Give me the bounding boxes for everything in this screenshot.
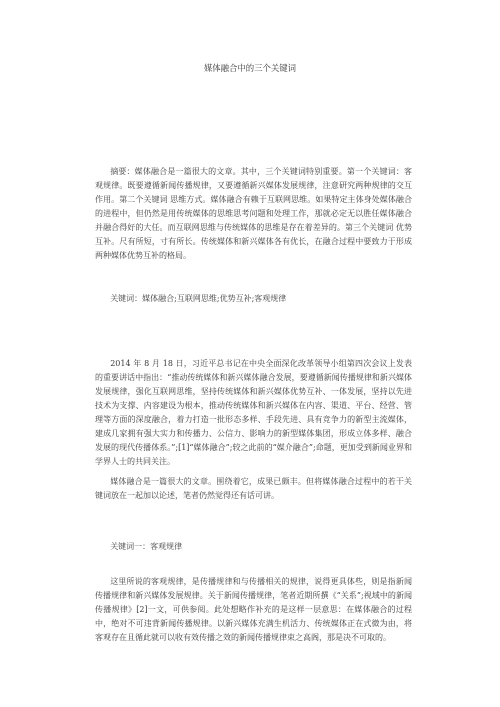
section-heading-1: 关键词一：客观规律 bbox=[110, 542, 183, 551]
abstract-paragraph: 摘要：媒体融合是一篇很大的文章。其中，三个关键词特别重要。第一个关键词：客观规律。既要遵循新闻传播规律，又要遵循新兴媒体发展规律，注意研究两种规律的交互作用。第二个关键词 思维方式。媒体融合有赖于互联网思维。如果特定主体身处媒体融合的进程中，但仍然是用传统媒体的思维思考问题和处理工作，那就必定无以胜任媒体融合并融合得好的大任。而互联网思维与传统媒体的思维是存在着差异的。第三个关键词 优势互补。尺有所短，寸有所长。传统媒体和新兴媒体各有优长，在融合过程中要致力于形成两种媒体优势互补的格局。 bbox=[95, 167, 412, 260]
body-paragraph-2: 媒体融合是一篇很大的文章。围绕着它，成果已颇丰。但将媒体融合过程中的若干关键词放在一起加以论述，笔者仍然觉得还有话可讲。 bbox=[95, 477, 412, 500]
keywords-line: 关键词：媒体融合;互联网思维;优势互补;客观规律 bbox=[110, 294, 287, 303]
body-paragraph-1: 2014 年 8 月 18 日，习近平总书记在中央全面深化改革领导小组第四次会议上发表的重要讲话中指出：“推动传统媒体和新兴媒体融合发展，要遵循新闻传播规律和新兴媒体发展规律，强化互联网思维，坚持传统媒体和新兴媒体优势互补、一体发展，坚持以先进技术为支撑、内容建设为根本，推动传统媒体和新兴媒体在内容、渠道、平台、经营、管理等方面的深度融合，着力打造一批形态多样、手段先进、具有竞争力的新型主流媒体，建成几家拥有强大实力和传播力、公信力、影响力的新型媒体集团，形成立体多样、融合发展的现代传播体系。”;[1]“媒体融合”;较之此前的“媒介融合”;命题，更加受到新闻业界和学界人士的共同关注。 bbox=[95, 359, 412, 466]
document-title: 媒体融合中的三个关键词 bbox=[203, 63, 297, 73]
body-paragraph-3: 这里所说的客观规律，是传播规律和与传播相关的规律，说得更具体些，则是指新闻传播规律和新兴媒体发展规律。关于新闻传播规律，笔者近期所撰《“关系”;视域中的新闻传播规律》[2]一文，可供参阅。此处想略作补充的是这样一层意思：在媒体融合的过程中，绝对不可违背新闻传播规律。以新兴媒体充满生机活力、传统媒体正在式微为由，将客观存在且循此就可以收有效传播之效的新闻传播规律束之高阁，那是决不可取的。 bbox=[95, 577, 412, 642]
